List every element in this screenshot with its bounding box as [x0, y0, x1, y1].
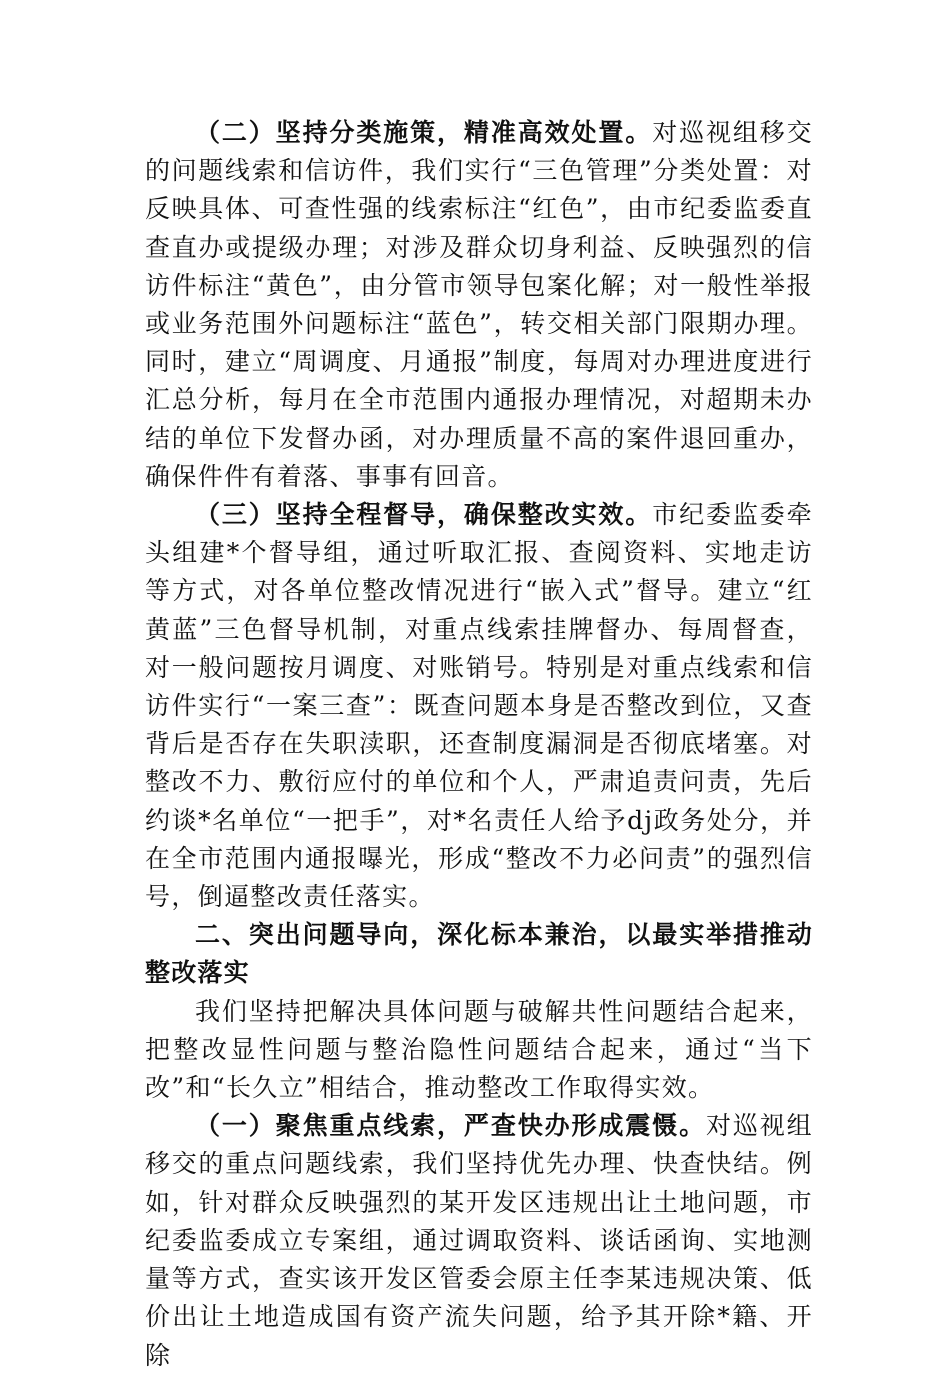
paragraph-full-supervision [145, 496, 813, 916]
document-page [145, 114, 813, 1375]
paragraph-lead: （一）聚焦重点线索，严查快办形成震慑。 [195, 1111, 706, 1141]
section-heading: 二、突出问题导向，深化标本兼治，以最实举措推动整改落实 [145, 920, 813, 988]
paragraph-key-clues [145, 1107, 813, 1374]
paragraph-body: 市纪委监委牵头组建*个督导组，通过听取汇报、查阅资料、实地走访等方式，对各单位整改情况进行“嵌入式”督导。建立“红黄蓝”三色督导机制，对重点线索挂牌督办、每周督查，对一般问题按月调度、对账销号。特别是对重点线索和信访件实行“一案三查”：既查问题本身是否整改到位，又查背后是否存在失职渎职，还查制度漏洞是否彻底堵塞。对整改不力、敷衍应付的单位和个人，严肃追责问责，先后约谈*名单位“一把手”，对*名责任人给予dj政务处分，并在全市范围内通报曝光，形成“整改不力必问责”的强烈信号，倒逼整改责任落实。 [145, 500, 814, 912]
paragraph-body: 对巡视组移交的问题线索和信访件，我们实行“三色管理”分类处置：对反映具体、可查性强的线索标注“红色”，由市纪委监委直查直办或提级办理；对涉及群众切身利益、反映强烈的信访件标注“黄色”，由分管市领导包案化解；对一般性举报或业务范围外问题标注“蓝色”，转交相关部门限期办理。同时，建立“周调度、月通报”制度，每周对办理进度进行汇总分析，每月在全市范围内通报办理情况，对超期未办结的单位下发督办函，对办理质量不高的案件退回重办，确保件件有着落、事事有回音。 [145, 118, 814, 491]
section-intro: 我们坚持把解决具体问题与破解共性问题结合起来，把整改显性问题与整治隐性问题结合起来，通过“当下改”和“长久立”相结合，推动整改工作取得实效。 [145, 996, 813, 1103]
paragraph-lead: （二）坚持分类施策，精准高效处置。 [195, 118, 653, 147]
paragraph-body: 对巡视组移交的重点问题线索，我们坚持优先办理、快查快结。例如，针对群众反映强烈的某开发区违规出让土地问题，市纪委监委成立专案组，通过调取资料、谈话函询、实地测量等方式，查实该开发区管委会原主任李某违规决策、低价出让土地造成国有资产流失问题，给予其开除*籍、开除 [145, 1111, 813, 1370]
paragraph-lead: （三）坚持全程督导，确保整改实效。 [195, 500, 653, 530]
paragraph-classified-handling [145, 114, 813, 496]
